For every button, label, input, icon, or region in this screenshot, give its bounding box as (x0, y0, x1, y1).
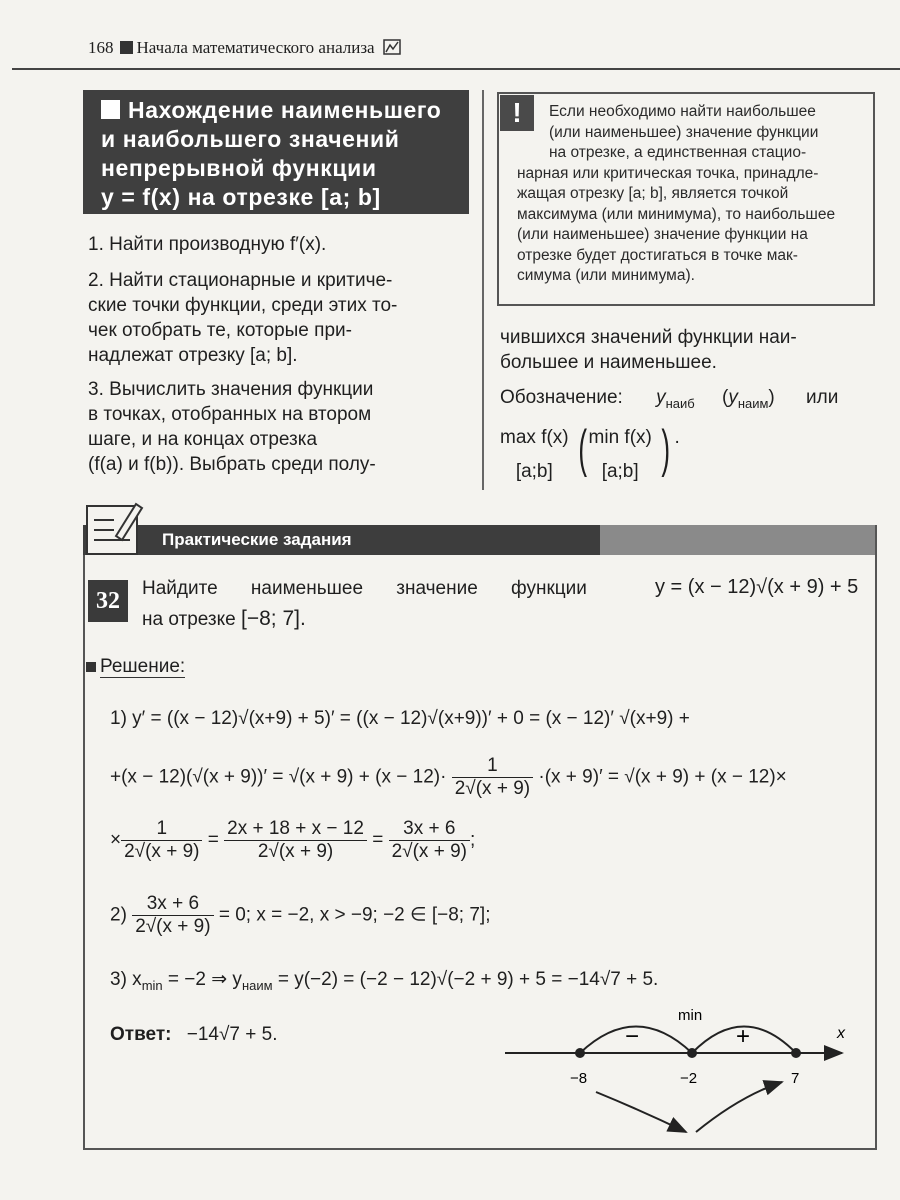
function-expr: f(x) (541, 427, 569, 448)
step-1 (88, 232, 464, 257)
problem-interval-line (142, 607, 306, 631)
step-3 (88, 377, 464, 477)
square-bullet-icon (101, 100, 120, 119)
step-line: в точках, отобранных на втором (88, 404, 372, 425)
note-line: отрезке будет достигаться в точке мак- (517, 246, 798, 264)
section-title-line: и наибольшего значений (101, 126, 400, 152)
y-symbol: y (728, 387, 738, 408)
solution-line-1: 1) y′ = ((x − 12)√(x+9) + 5)′ = ((x − 12)√(x+9))′ + 0 = (x − 12)′ √(x+9) + (110, 708, 690, 729)
text: 3) x (110, 969, 142, 990)
step-text: Найти производную f′(x). (109, 234, 327, 255)
step-line: Найти стационарные и критиче- (109, 270, 393, 291)
square-bullet-icon (120, 41, 133, 54)
continuation-text (500, 325, 876, 375)
y-symbol: y (656, 387, 666, 408)
text: = −2 ⇒ y (162, 969, 242, 990)
text: на отрезке (142, 609, 236, 630)
interval: [a;b] (601, 461, 639, 482)
text-line: чившихся значений функции наи- (500, 327, 797, 348)
section-title-line: y = f(x) на отрезке [a; b] (101, 184, 381, 210)
frame-left (83, 555, 85, 1150)
step-2 (88, 268, 464, 368)
step-number: 1. (88, 234, 104, 255)
chapter-title: Начала математического анализа (136, 38, 375, 57)
max-operator: max (500, 427, 536, 448)
practice-banner-shade (600, 525, 877, 555)
section-title-line: непрерывной функции (101, 155, 377, 181)
step-line: Вычислить значения функции (109, 379, 374, 400)
right-paren: ) (661, 420, 671, 478)
text-line: большее и наименьшее. (500, 352, 717, 373)
number-line-diagram (500, 1000, 875, 1150)
note-line: Если необходимо найти наибольшее (549, 103, 816, 120)
note-text (517, 102, 864, 287)
section-title-block (83, 90, 469, 214)
point-marker (575, 1048, 585, 1058)
step-line: чек отобрать те, которые при- (88, 320, 352, 341)
semicolon: ; (469, 829, 476, 851)
point-label: 7 (791, 1070, 800, 1087)
sign-plus: + (736, 1023, 751, 1050)
square-bullet-icon (86, 662, 96, 672)
solution-label: Решение: (100, 656, 186, 677)
solution-line-3: × $\frac{1}{2√(x + 9)}$ = $\frac{2x + 18 + x - 12}{2√(x + 9)}$ = $\frac{3x + 6}{2√(x + 9)}$ ; (110, 818, 476, 862)
note-line: на отрезке, а единственная стацио- (549, 144, 807, 161)
notation-line: Обозначение: $y_{наиб}$ $(y_{наим})$ или (500, 387, 839, 411)
solution-step-2: 2) $\frac{3x + 6}{2√(x + 9)}$ = 0; x = −2, x > −9; −2 ∈ [−8; 7]; (110, 893, 491, 937)
subscript: min (141, 977, 163, 993)
frame-right (875, 525, 877, 1150)
notebook-pencil-icon (84, 498, 144, 558)
page-number: 168 (88, 38, 114, 57)
subscript: наим (737, 395, 769, 411)
step-line: ские точки функции, среди этих то- (88, 295, 398, 316)
solution-step-3 (110, 968, 658, 993)
note-line: (или наименьшее) значение функции на (517, 226, 808, 243)
text: = y(−2) = (−2 − 12)√(−2 + 9) + 5 = −14√7 + 5. (272, 969, 659, 990)
column-divider (482, 90, 484, 490)
subscript: наиб (665, 395, 695, 411)
step-number: 2. (88, 270, 104, 291)
section-title-line: Нахождение наименьшего (128, 97, 442, 123)
step-line: шаге, и на концах отрезка (88, 429, 318, 450)
page-header (88, 38, 401, 58)
min-operator: min (588, 427, 620, 448)
subscript: наим (241, 977, 273, 993)
answer-value: −14√7 + 5. (186, 1024, 278, 1045)
step-number: 3. (88, 379, 104, 400)
note-line: симума (или минимума). (517, 267, 695, 284)
problem-function: y = (x − 12)√(x + 9) + 5 (655, 576, 859, 598)
step2-text: = 0; x = −2, x > −9; −2 ∈ [−8; 7]; (218, 904, 491, 926)
step-line: (f(a) и f(b)). Выбрать среди полу- (88, 454, 376, 475)
point-label: −8 (570, 1070, 588, 1087)
extremum-label: min (678, 1007, 703, 1024)
note-line: жащая отрезку [a; b], является точкой (517, 185, 789, 202)
note-line: (или наименьшее) значение функции (549, 123, 819, 141)
problem-text: Найдите наименьшее значение функции (142, 578, 587, 599)
answer-label: Ответ: (110, 1024, 172, 1045)
axis-label: x (837, 1025, 845, 1042)
answer-line (110, 1024, 277, 1046)
notation-formula: max f(x) [a;b] ( min f(x) [a;b] ) . (500, 425, 680, 485)
function-expr: f(x) (624, 427, 652, 448)
note-line: максимума (или минимума), то наибольшее (517, 205, 836, 223)
point-label: −2 (680, 1070, 698, 1087)
left-paren: ( (578, 420, 587, 478)
solution-line-2: +(x − 12)(√(x + 9))′ = √(x + 9) + (x − 12)· $\frac{1}{2√(x + 9)}$ ·(x + 9)′ = √(x + 9) + (x − 12)× (110, 755, 787, 799)
or-word: или (806, 387, 839, 408)
header-rule (12, 68, 900, 70)
interval: [a;b] (515, 461, 553, 482)
point-marker (791, 1048, 801, 1058)
interval: [−8; 7]. (241, 607, 306, 630)
point-marker (687, 1048, 697, 1058)
chart-icon (383, 39, 401, 55)
practice-title: Практические задания (162, 530, 352, 549)
decrease-arrow (596, 1092, 686, 1132)
notation-label: Обозначение: (500, 387, 623, 408)
increase-arrow (696, 1082, 782, 1132)
solution-label-line (86, 656, 185, 678)
exclamation-icon: ! (500, 95, 534, 131)
step-line: надлежат отрезку [a; b]. (88, 345, 298, 366)
problem-number: 32 (88, 580, 128, 622)
sign-minus: − (625, 1023, 640, 1050)
note-line: нарная или критическая точка, принадле- (517, 164, 819, 182)
